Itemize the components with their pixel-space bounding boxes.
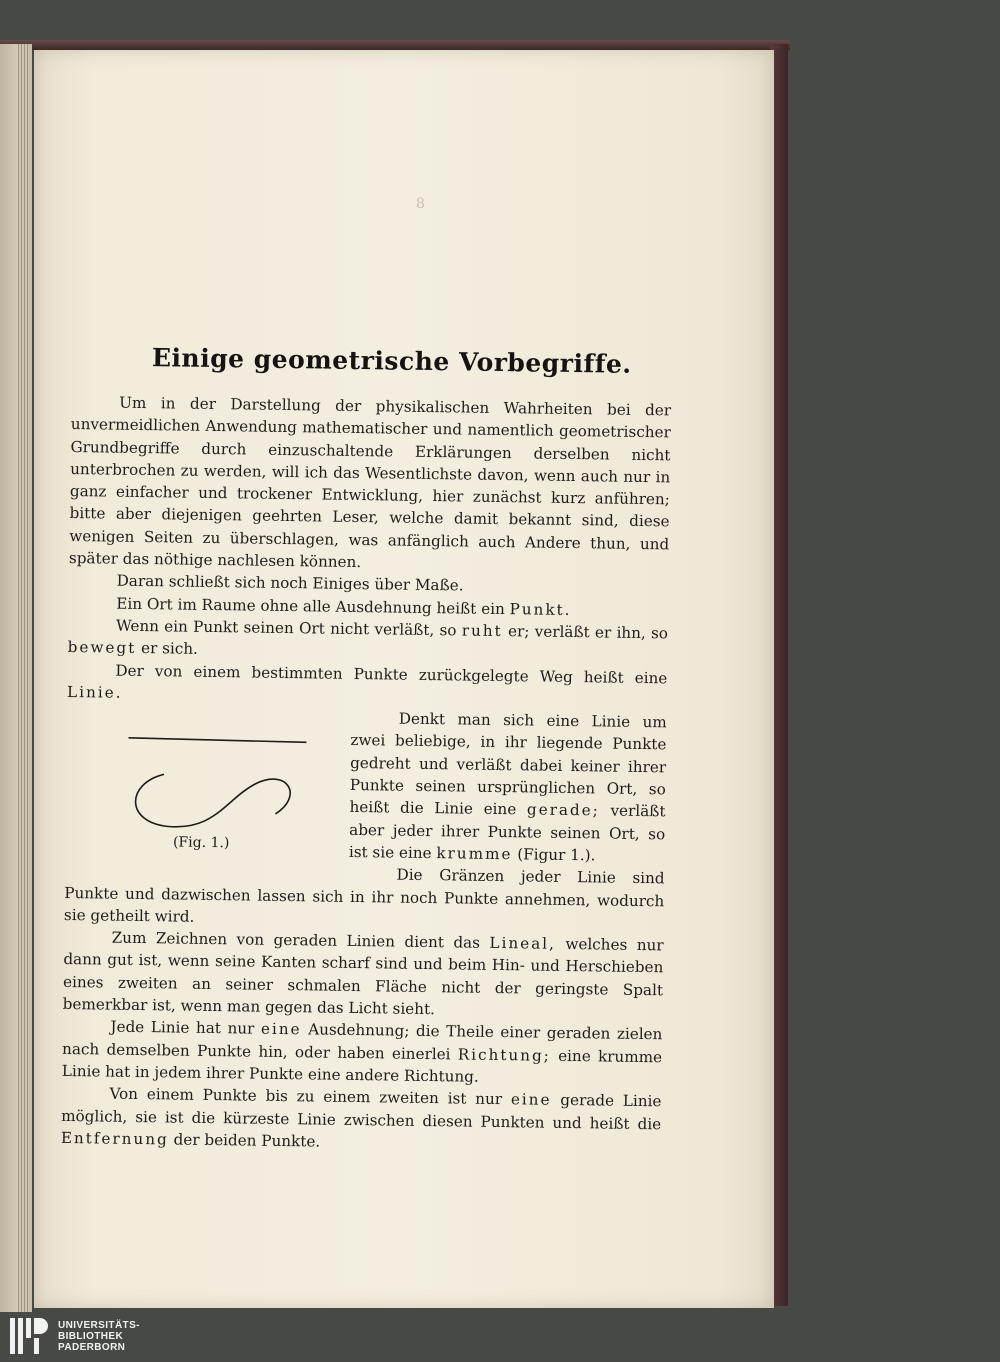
- library-logo: [8, 1316, 140, 1356]
- paragraph-2: Daran schließt sich noch Einiges über Maße.: [116, 572, 464, 595]
- paragraph-3: Ein Ort im Raume ohne alle Ausdehnung heißt ein Punkt.: [116, 594, 572, 619]
- page-heading: Einige geometrische Vorbegriffe.: [151, 343, 632, 379]
- paragraph-7: Die Gränzen jeder Linie sind Punkte und dazwischen lassen sich in ihr noch Punkte annehmen, wodurch sie getheilt wird.: [63, 865, 665, 926]
- paragraph-10: Von einem Punkte bis zu einem zweiten ist nur eine gerade Linie möglich, sie ist die kürzeste Linie zwischen diesen Punkten und heißt die Entfernung der beiden Punkte.: [60, 1084, 662, 1151]
- paragraph-6: Denkt man sich eine Linie um zwei beliebige, in ihr liegende Punkte gedreht und verläßt dabei keiner ihrer Punkte seinen ursprünglichen Ort, so heißt die Linie eine gerade; verläßt aber jeder ihrer Punkte seinen Ort, so ist sie eine krumme (Figur 1.).: [348, 709, 667, 865]
- paragraph-8: Zum Zeichnen von geraden Linien dient das Lineal, welches nur dann gut ist, wenn seine Kanten scharf sind und beim Hin- und Herschieben eines zweiten an seiner schmalen Fläche nicht der geringste Spalt bemerkbar ist, wenn man gegen das Licht sieht.: [62, 928, 664, 1019]
- paragraph-9: Jede Linie hat nur eine Ausdehnung; die Theile einer geraden zielen nach demselben Punkte hin, oder haben einerlei Richtung; eine krumme Linie hat in jedem ihrer Punkte eine andere Richtung.: [61, 1017, 663, 1086]
- page-content: [61, 342, 672, 1157]
- page-stack-edge: [18, 44, 28, 1312]
- figure-1: [65, 709, 337, 873]
- straight-line: [128, 738, 306, 742]
- library-logo-icon: [8, 1316, 50, 1356]
- figure-caption: (Fig. 1.): [172, 834, 230, 852]
- library-logo-text: UNIVERSITÄTS- BIBLIOTHEK PADERBORN: [58, 1319, 140, 1353]
- paragraph-4: Wenn ein Punkt seinen Ort nicht verläßt, so ruht er; verläßt er ihn, so bewegt er sich.: [67, 616, 669, 659]
- page-number: 8: [416, 196, 425, 212]
- curved-line: [135, 774, 290, 828]
- book-top-edge: [0, 40, 790, 50]
- paragraph-5: Der von einem bestimmten Punkte zurückgelegte Weg heißt eine Linie.: [66, 661, 668, 702]
- paragraph-1: Um in der Darstellung der physikalischen Wahrheiten bei der unvermeidlichen Anwendung mathematischer und namentlich geometrischer Grundbegriffe durch einzuschaltende Erklärungen derselben nicht unterbrochen zu werden, will ich das Wesentlichste davon, wenn auch nur in ganz einfacher und trockener Entwicklung, hier zunächst kurz anführen; bitte aber diejenigen geehrten Leser, welche damit bekannt sind, diese wenigen Seiten zu überschlagen, was anfänglich auch Andere thun, und später das nöthige nachlesen können.: [68, 393, 672, 572]
